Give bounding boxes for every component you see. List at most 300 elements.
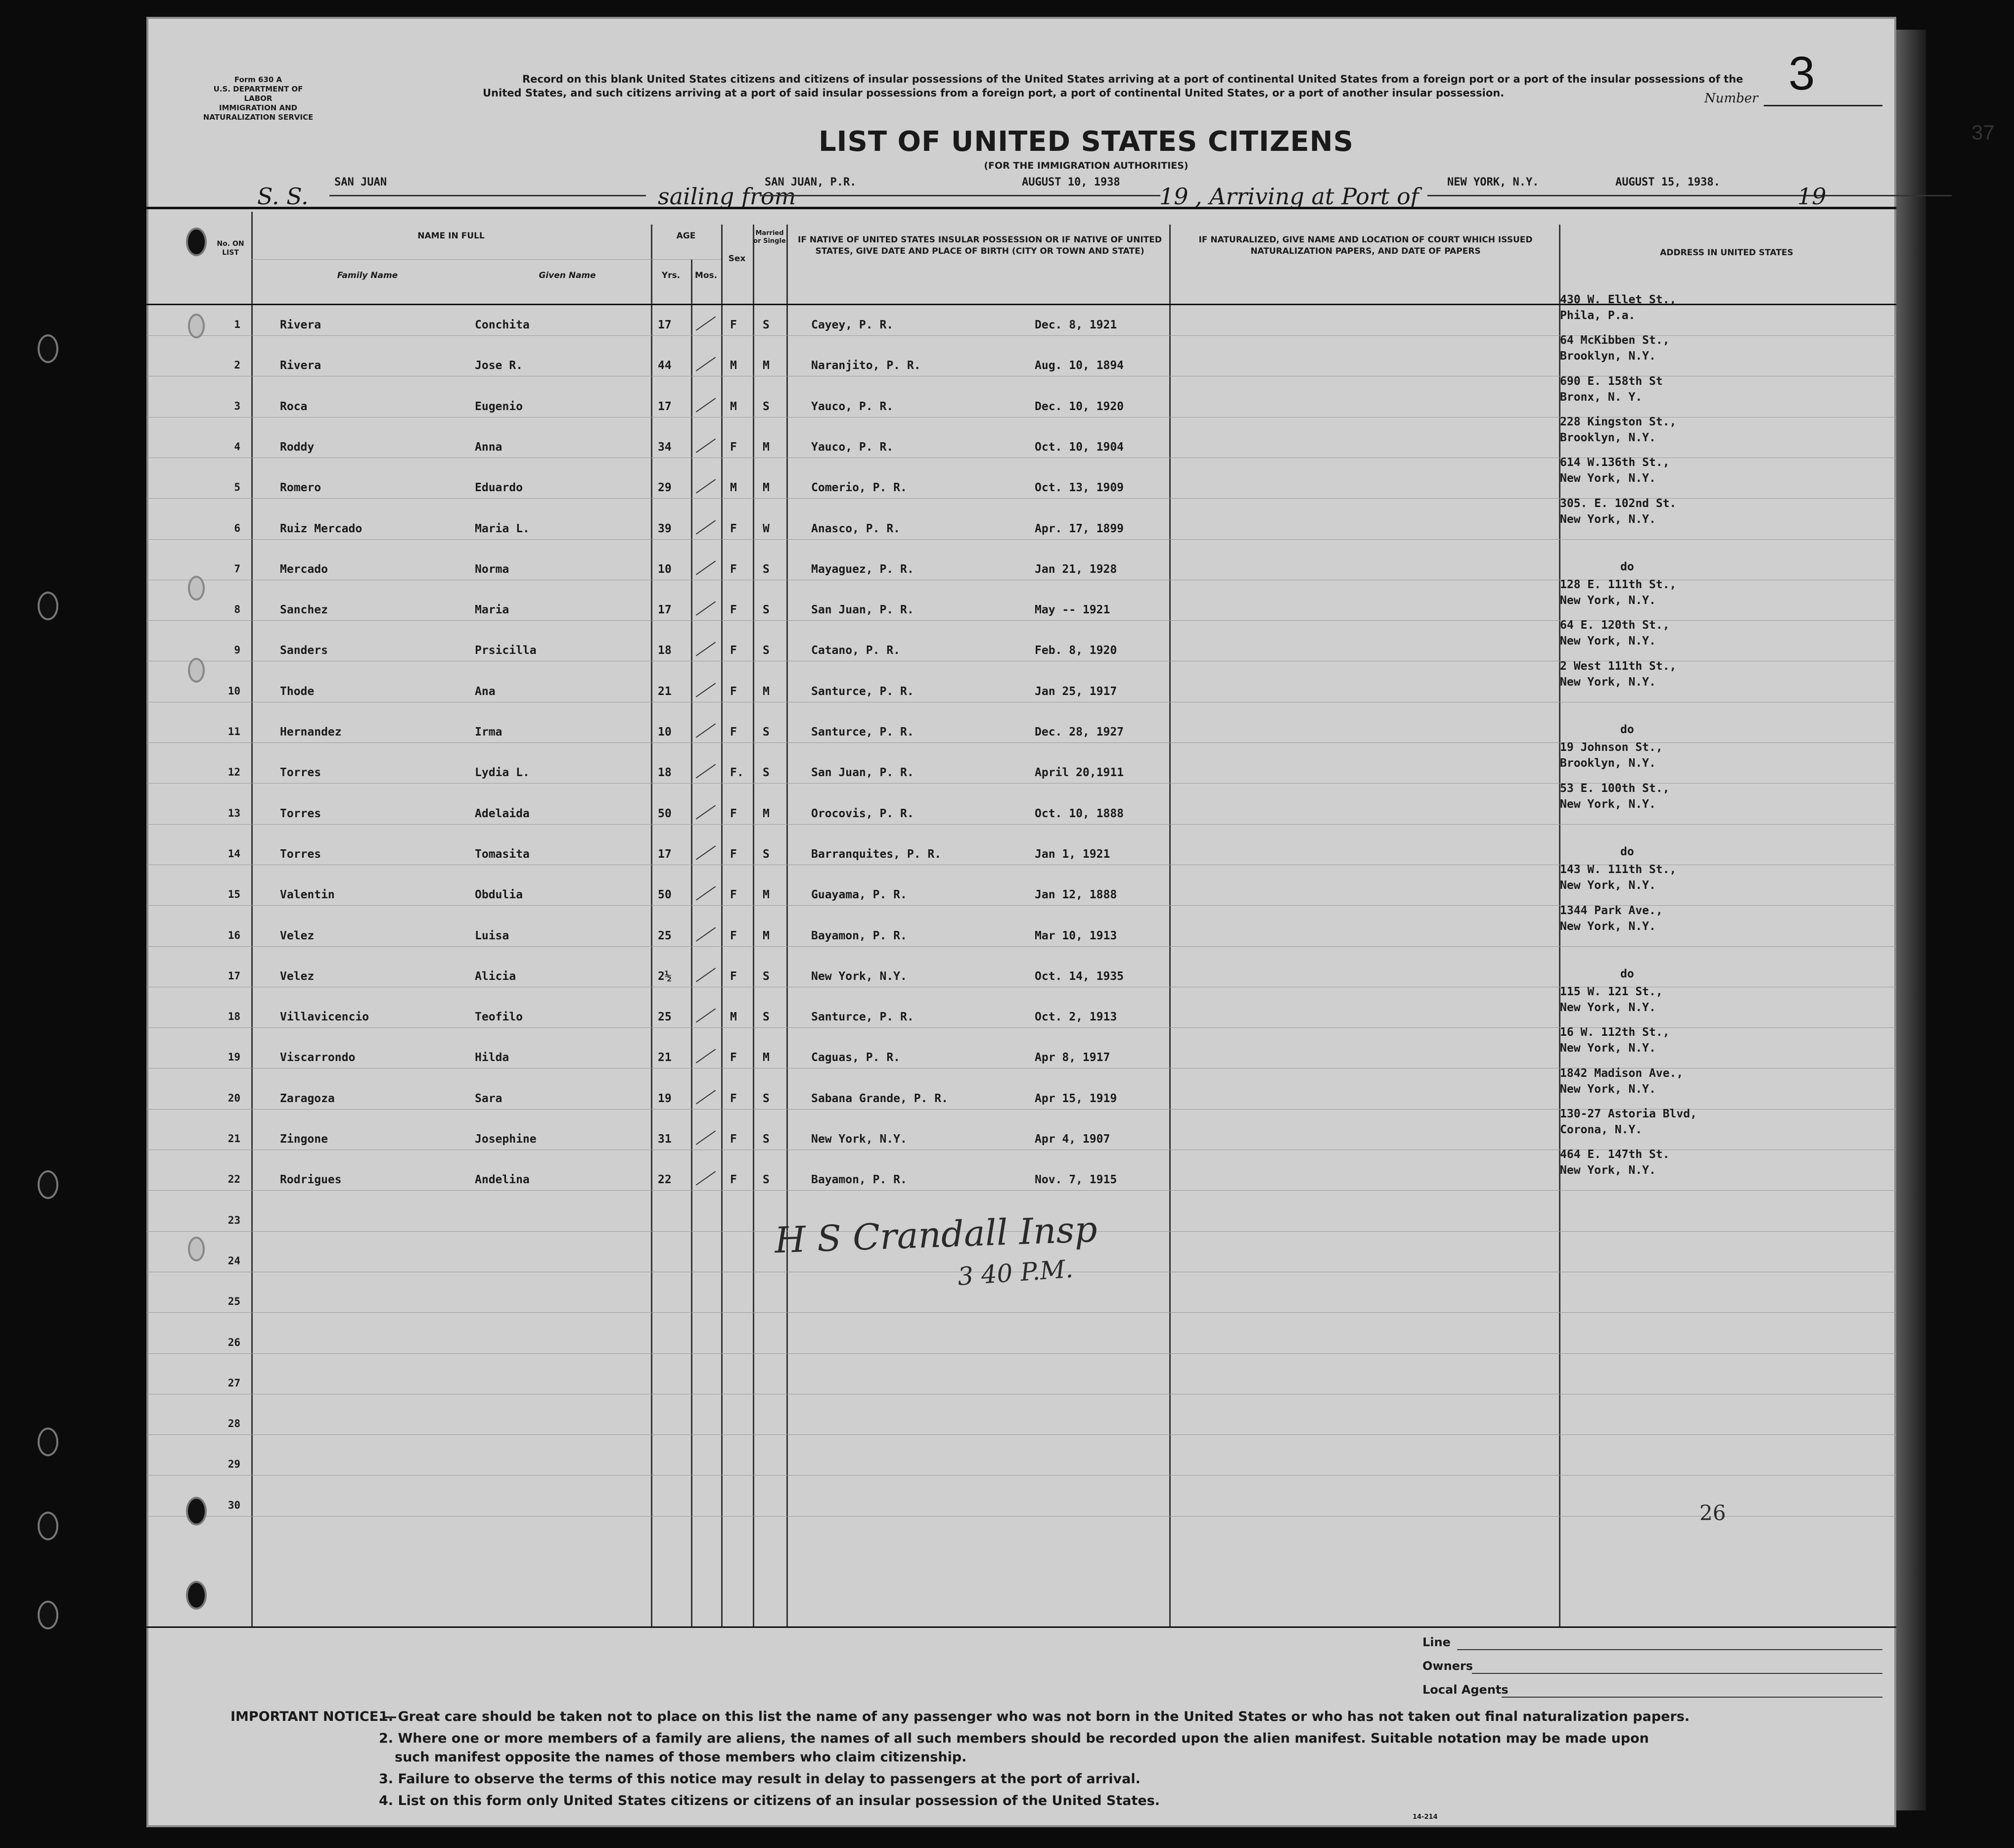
- header-top-rule: [146, 207, 1896, 209]
- header-given: Given Name: [539, 271, 596, 280]
- address: [1560, 414, 1676, 446]
- birth-place: Mayaguez, P. R.: [811, 562, 914, 576]
- line-number: 21: [228, 1133, 240, 1145]
- months-dash-mark: [696, 764, 716, 779]
- age-years: 10: [658, 562, 672, 576]
- given-name: Maria L.: [475, 522, 530, 535]
- marital-status: S: [763, 644, 770, 657]
- given-name: Tomasita: [475, 847, 530, 861]
- birth-date: Apr 8, 1917: [1035, 1051, 1110, 1064]
- age-years: 50: [658, 807, 672, 820]
- age-years: 17: [658, 847, 672, 861]
- address-line-2: Brooklyn, N.Y.: [1560, 350, 1656, 363]
- owners-label: Owners: [1422, 1659, 1473, 1673]
- address-line-2: New York, N.Y.: [1560, 797, 1656, 811]
- family-name: Rivera: [280, 359, 321, 372]
- list-number-value: 3: [1788, 47, 1815, 100]
- given-name: Josephine: [475, 1133, 537, 1146]
- binder-hole: [188, 1237, 205, 1261]
- line-number: 4: [234, 440, 240, 453]
- list-number-label: Number: [1704, 91, 1758, 106]
- age-years: 44: [658, 359, 672, 372]
- owners-underline: [1472, 1673, 1882, 1674]
- months-dash-mark: [696, 316, 716, 330]
- months-dash-mark: [696, 1049, 716, 1063]
- birth-date: May -- 1921: [1035, 603, 1110, 617]
- line-number: 24: [228, 1254, 240, 1267]
- sailing-label: sailing from: [658, 183, 796, 210]
- address-line-2: Brooklyn, N.Y.: [1560, 431, 1656, 444]
- sex: F: [730, 319, 737, 331]
- table-row-rule: [146, 824, 1896, 825]
- months-dash-mark: [696, 560, 716, 575]
- birth-date: Nov. 7, 1915: [1035, 1173, 1117, 1187]
- marital-status: M: [763, 888, 770, 902]
- page-edge-shadow: [1896, 30, 1926, 1810]
- header-age: AGE: [676, 231, 696, 241]
- marital-status: S: [763, 1011, 770, 1024]
- line-underline: [1457, 1649, 1882, 1650]
- address-line-1: do: [1620, 560, 1634, 573]
- departure-date: AUGUST 10, 1938: [1022, 176, 1120, 188]
- table-row-rule: [146, 1434, 1896, 1435]
- sex: F: [730, 644, 737, 657]
- sex: F: [730, 1173, 737, 1187]
- header-naturalized: IF NATURALIZED, GIVE NAME AND LOCATION OF COURT WHICH ISSUED NATURALIZATION PAPERS, AND DATE OF PAPERS: [1198, 235, 1533, 256]
- col-divider: [251, 212, 253, 1626]
- notice-item-2-continued: such manifest opposite the names of those members who claim citizenship.: [395, 1750, 967, 1765]
- birth-date: Oct. 14, 1935: [1035, 970, 1124, 983]
- address-line-2: Corona, N.Y.: [1560, 1123, 1643, 1136]
- given-name: Luisa: [475, 929, 509, 942]
- address-line-1: 130-27 Astoria Blvd,: [1560, 1108, 1697, 1120]
- given-name: Prsicilla: [475, 644, 537, 657]
- age-years: 50: [658, 888, 672, 902]
- address-line-2: New York, N.Y.: [1560, 879, 1656, 892]
- address-line-2: Bronx, N. Y.: [1560, 390, 1643, 404]
- address: [1560, 292, 1676, 323]
- header-address: ADDRESS IN UNITED STATES: [1660, 248, 1793, 258]
- marital-status: S: [763, 319, 770, 331]
- birth-place: Anasco, P. R.: [811, 522, 901, 535]
- marital-status: S: [763, 1133, 770, 1146]
- family-name: Velez: [280, 929, 315, 942]
- address-line-1: do: [1620, 723, 1634, 736]
- months-dash-mark: [696, 886, 716, 901]
- months-dash-mark: [696, 805, 716, 819]
- ship-name: SAN JUAN: [334, 176, 387, 188]
- age-years: 29: [658, 481, 672, 495]
- months-dash-mark: [696, 398, 716, 412]
- birth-date: Jan 12, 1888: [1035, 888, 1117, 902]
- marital-status: S: [763, 847, 770, 861]
- given-name: Sara: [475, 1092, 503, 1105]
- address-line-1: 1842 Madison Ave.,: [1560, 1066, 1684, 1080]
- family-name: Torres: [280, 766, 321, 780]
- family-name: Thode: [280, 685, 315, 698]
- table-row-rule: [146, 1190, 1896, 1191]
- marital-status: M: [763, 1051, 770, 1064]
- address-line-2: New York, N.Y.: [1560, 472, 1656, 485]
- address: [1560, 658, 1676, 690]
- form-service-1: IMMIGRATION AND: [219, 103, 298, 112]
- age-years: 21: [658, 685, 672, 698]
- family-name: Zingone: [280, 1133, 328, 1146]
- print-code: 14-214: [1413, 1813, 1438, 1821]
- birth-date: Oct. 10, 1888: [1035, 807, 1124, 820]
- binder-hole: [188, 230, 205, 254]
- months-dash-mark: [696, 1171, 716, 1186]
- family-name: Rivera: [280, 319, 321, 331]
- birth-date: Mar 10, 1913: [1035, 929, 1117, 942]
- months-dash-mark: [696, 1009, 716, 1023]
- page-count-mark: 26: [1699, 1501, 1726, 1525]
- given-name: Eduardo: [475, 481, 523, 495]
- address-line-1: 53 E. 100th St.,: [1560, 782, 1670, 795]
- line-number: 29: [228, 1458, 240, 1471]
- address-line-1: 614 W.136th St.,: [1560, 456, 1670, 469]
- family-name: Rodrigues: [280, 1173, 342, 1187]
- address-line-2: New York, N.Y.: [1560, 1082, 1656, 1096]
- address-line-2: New York, N.Y.: [1560, 920, 1656, 933]
- line-number: 12: [228, 766, 240, 779]
- address: [1560, 332, 1670, 364]
- address-line-2: New York, N.Y.: [1560, 1164, 1656, 1177]
- family-name: Zaragoza: [280, 1092, 335, 1105]
- family-name: Villavicencio: [280, 1011, 369, 1024]
- sex: M: [730, 359, 737, 372]
- margin-number: 37: [1971, 121, 1995, 144]
- marital-status: M: [763, 440, 770, 454]
- marital-status: M: [763, 685, 770, 698]
- address-line-1: 2 West 111th St.,: [1560, 659, 1677, 673]
- given-name: Jose R.: [475, 359, 523, 372]
- line-number: 19: [228, 1051, 240, 1063]
- address: [1560, 1065, 1683, 1097]
- form-service-2: NATURALIZATION SERVICE: [203, 113, 314, 122]
- birth-place: Bayamon, P. R.: [811, 1173, 907, 1187]
- family-name: Sanchez: [280, 603, 328, 617]
- line-label: Line: [1422, 1635, 1451, 1649]
- address: [1560, 739, 1663, 771]
- age-years: 2½: [658, 970, 672, 983]
- marital-status: S: [763, 970, 770, 983]
- line-number: 22: [228, 1173, 240, 1186]
- birth-place: New York, N.Y.: [811, 970, 907, 983]
- binder-hole: [40, 1172, 56, 1197]
- age-years: 10: [658, 726, 672, 739]
- age-years: 18: [658, 766, 672, 780]
- family-name: Torres: [280, 847, 321, 861]
- col-divider: [691, 259, 692, 1626]
- line-number: 14: [228, 847, 240, 860]
- line-number: 5: [234, 481, 240, 494]
- line-number: 30: [228, 1499, 240, 1511]
- line-number: 28: [228, 1418, 240, 1430]
- birth-place: Yauco, P. R.: [811, 440, 894, 454]
- table-bottom-rule: [146, 1626, 1896, 1628]
- address-line-2: New York, N.Y.: [1560, 675, 1656, 689]
- birth-date: Dec. 10, 1920: [1035, 400, 1124, 413]
- header-name: NAME IN FULL: [417, 231, 485, 241]
- given-name: Norma: [475, 562, 509, 576]
- binder-hole: [40, 594, 56, 618]
- age-years: 18: [658, 644, 672, 657]
- manifest-page: [146, 17, 1995, 1827]
- table-row-rule: [146, 1516, 1896, 1517]
- line-number: 7: [234, 562, 240, 575]
- birth-place: San Juan, P. R.: [811, 603, 914, 617]
- given-name: Irma: [475, 726, 503, 739]
- birth-date: Feb. 8, 1920: [1035, 644, 1117, 657]
- binder-hole: [188, 314, 205, 338]
- address-line-1: 690 E. 158th St: [1560, 374, 1663, 388]
- sex: F: [730, 522, 737, 535]
- address: [1560, 984, 1663, 1016]
- col-divider: [1169, 225, 1171, 1626]
- col-divider: [721, 225, 723, 1626]
- line-number: 2: [234, 359, 240, 371]
- address-line-1: 115 W. 121 St.,: [1560, 985, 1663, 999]
- birth-date: Jan 21, 1928: [1035, 562, 1117, 576]
- given-name: Maria: [475, 603, 509, 617]
- months-dash-mark: [696, 479, 716, 494]
- family-name: Viscarrondo: [280, 1051, 356, 1064]
- address-line-2: New York, N.Y.: [1560, 594, 1656, 607]
- address-line-1: 64 E. 120th St.,: [1560, 619, 1670, 632]
- address-line-1: do: [1620, 967, 1634, 980]
- given-name: Obdulia: [475, 888, 523, 902]
- months-dash-mark: [696, 601, 716, 616]
- notice-item-3: 3. Failure to observe the terms of this notice may result in delay to passengers at the port of arrival.: [379, 1771, 1141, 1787]
- line-number: 26: [228, 1336, 240, 1348]
- address: [1620, 559, 1634, 575]
- sex: F: [730, 1051, 737, 1064]
- line-number: 3: [234, 400, 240, 412]
- line-number: 11: [228, 726, 240, 738]
- sex: F: [730, 929, 737, 942]
- binder-hole: [40, 1430, 56, 1454]
- marital-status: S: [763, 766, 770, 780]
- birth-date: Jan 25, 1917: [1035, 685, 1117, 698]
- given-name: Andelina: [475, 1173, 530, 1187]
- address: [1560, 577, 1676, 608]
- family-name: Romero: [280, 481, 321, 495]
- given-name: Anna: [475, 440, 503, 454]
- months-dash-mark: [696, 438, 716, 453]
- birth-date: Dec. 28, 1927: [1035, 726, 1124, 739]
- given-name: Ana: [475, 685, 496, 698]
- table-row-rule: [146, 1475, 1896, 1476]
- address-line-1: 64 McKibben St.,: [1560, 334, 1670, 347]
- local-agents-underline: [1502, 1697, 1882, 1698]
- address: [1620, 966, 1634, 982]
- birth-place: Yauco, P. R.: [811, 400, 894, 413]
- birth-date: Oct. 13, 1909: [1035, 481, 1124, 495]
- sex: M: [730, 481, 737, 495]
- given-name: Teofilo: [475, 1011, 523, 1024]
- given-name: Conchita: [475, 319, 530, 331]
- birth-place: Catano, P. R.: [811, 644, 901, 657]
- line-number: 18: [228, 1011, 240, 1023]
- marital-status: M: [763, 359, 770, 372]
- birth-date: Jan 1, 1921: [1035, 847, 1110, 861]
- family-name: Ruiz Mercado: [280, 522, 363, 535]
- form-number: Form 630 A: [234, 75, 282, 84]
- notice-heading: IMPORTANT NOTICE.—: [230, 1709, 397, 1724]
- family-name: Mercado: [280, 562, 328, 576]
- birth-place: Bayamon, P. R.: [811, 929, 907, 942]
- birth-place: Santurce, P. R.: [811, 1011, 914, 1024]
- address-line-1: 16 W. 112th St.,: [1560, 1026, 1670, 1039]
- binder-hole: [188, 658, 205, 683]
- address-line-2: New York, N.Y.: [1560, 1001, 1656, 1015]
- birth-date: Dec. 8, 1921: [1035, 319, 1117, 331]
- months-dash-mark: [696, 845, 716, 860]
- birth-date: Aug. 10, 1894: [1035, 359, 1124, 372]
- intro-text: Record on this blank United States citizens and citizens of insular possessions of the United States arriving at a port of continental United States from a foreign port or a port of the insular possessions of the United States, and such citizens arriving at a port of said insular possessions from a foreign port, a port of continental United States, or a port of another insular possession.: [483, 73, 1743, 99]
- address-line-1: 305. E. 102nd St.: [1560, 497, 1677, 510]
- address-line-1: 143 W. 111th St.,: [1560, 863, 1677, 877]
- page-subtitle: (FOR THE IMMIGRATION AUTHORITIES): [984, 160, 1189, 171]
- header-mos: Mos.: [694, 271, 718, 280]
- age-years: 17: [658, 603, 672, 617]
- sex: F: [730, 807, 737, 820]
- sex: F: [730, 562, 737, 576]
- header-sex: Sex: [728, 254, 746, 264]
- year-1: 19: [1159, 183, 1189, 210]
- given-name: Hilda: [475, 1051, 509, 1064]
- col-divider: [651, 225, 652, 1626]
- given-name: Eugenio: [475, 400, 523, 413]
- notice-item-1: 1. Great care should be taken not to place on this list the name of any passenger who was not born in the United States or who has not taken out final naturalization papers.: [379, 1709, 1690, 1724]
- table-row-rule: [146, 946, 1896, 947]
- page-title: LIST OF UNITED STATES CITIZENS: [819, 126, 1354, 158]
- sex: F.: [730, 766, 744, 780]
- line-number: 6: [234, 522, 240, 534]
- table-row-rule: [146, 1312, 1896, 1313]
- age-years: 19: [658, 1092, 672, 1105]
- address: [1560, 781, 1670, 812]
- address: [1560, 862, 1676, 893]
- table-row-rule: [146, 539, 1896, 540]
- arrival-date: AUGUST 15, 1938.: [1615, 176, 1720, 188]
- months-dash-mark: [696, 968, 716, 982]
- address: [1560, 455, 1670, 486]
- given-name: Alicia: [475, 970, 516, 983]
- birth-place: Guayama, P. R.: [811, 888, 907, 902]
- months-dash-mark: [696, 357, 716, 371]
- sex: F: [730, 440, 737, 454]
- notice-item-2: 2. Where one or more members of a family are aliens, the names of all such members should be recorded upon the alien manifest. Suitable notation may be made upon: [379, 1731, 1649, 1746]
- address-line-1: 464 E. 147th St.: [1560, 1148, 1670, 1161]
- marital-status: S: [763, 1092, 770, 1105]
- marital-status: S: [763, 562, 770, 576]
- birth-place: Santurce, P. R.: [811, 726, 914, 739]
- family-name: Roddy: [280, 440, 315, 454]
- line-number: 15: [228, 888, 240, 901]
- marital-status: S: [763, 603, 770, 617]
- ship-underline: [329, 195, 646, 196]
- ss-label: S. S.: [257, 183, 309, 210]
- sex: M: [730, 1011, 737, 1024]
- family-name: Hernandez: [280, 726, 342, 739]
- arrival-port: NEW YORK, N.Y.: [1447, 176, 1539, 188]
- binder-hole: [40, 1514, 56, 1538]
- family-name: Velez: [280, 970, 315, 983]
- age-years: 22: [658, 1173, 672, 1187]
- address: [1560, 373, 1663, 405]
- age-years: 17: [658, 319, 672, 331]
- line-number: 13: [228, 807, 240, 819]
- address: [1560, 1147, 1670, 1178]
- birth-place: Cayey, P. R.: [811, 319, 894, 331]
- address: [1560, 617, 1670, 649]
- sex: F: [730, 685, 737, 698]
- address-line-2: Brooklyn, N.Y.: [1560, 757, 1656, 770]
- year-2: 19: [1797, 183, 1827, 210]
- months-dash-mark: [696, 1090, 716, 1104]
- address-line-2: Phila, P.a.: [1560, 309, 1636, 322]
- binder-hole: [188, 576, 205, 601]
- birth-place: Caguas, P. R.: [811, 1051, 901, 1064]
- birth-date: Apr 4, 1907: [1035, 1133, 1110, 1146]
- sex: F: [730, 970, 737, 983]
- line-number: 9: [234, 644, 240, 656]
- birth-place: Barranquites, P. R.: [811, 847, 942, 861]
- sex: F: [730, 1133, 737, 1146]
- line-number: 1: [234, 319, 240, 330]
- age-years: 31: [658, 1133, 672, 1146]
- birth-date: Apr 15, 1919: [1035, 1092, 1117, 1105]
- months-dash-mark: [696, 723, 716, 738]
- address: [1560, 496, 1676, 527]
- birth-date: Oct. 2, 1913: [1035, 1011, 1117, 1024]
- birth-date: Apr. 17, 1899: [1035, 522, 1124, 535]
- birth-place: Comerio, P. R.: [811, 481, 907, 495]
- months-dash-mark: [696, 642, 716, 656]
- year-2-underline: [1828, 195, 1887, 196]
- header-birth: IF NATIVE OF UNITED STATES INSULAR POSSESSION OR IF NATIVE OF UNITED STATES, GIVE DATE AND PLACE OF BIRTH (CITY OR TOWN AND STATE): [798, 235, 1162, 256]
- family-name: Roca: [280, 400, 308, 413]
- age-years: 25: [658, 1011, 672, 1024]
- address-line-1: 128 E. 111th St.,: [1560, 578, 1677, 592]
- birth-place: Sabana Grande, P. R.: [811, 1092, 948, 1105]
- notice-item-4: 4. List on this form only United States citizens or citizens of an insular possession of the United States.: [379, 1793, 1160, 1808]
- family-name: Valentin: [280, 888, 335, 902]
- months-dash-mark: [696, 927, 716, 941]
- departure-underline: [760, 195, 1160, 196]
- line-number: 8: [234, 603, 240, 616]
- marital-status: M: [763, 807, 770, 820]
- marital-status: W: [763, 522, 770, 535]
- header-no: No. ON LIST: [217, 240, 244, 257]
- table-row-rule: [146, 1353, 1896, 1354]
- address-line-1: 430 W. Ellet St.,: [1560, 293, 1677, 306]
- marital-status: M: [763, 929, 770, 942]
- marital-status: S: [763, 400, 770, 413]
- sex: F: [730, 847, 737, 861]
- subheader-rule: [251, 259, 721, 260]
- family-name: Torres: [280, 807, 321, 820]
- departure-port: SAN JUAN, P.R.: [765, 176, 857, 188]
- birth-place: Santurce, P. R.: [811, 685, 914, 698]
- address: [1560, 1024, 1670, 1056]
- birth-place: San Juan, P. R.: [811, 766, 914, 780]
- marital-status: S: [763, 726, 770, 739]
- line-number: 23: [228, 1214, 240, 1226]
- sex: F: [730, 603, 737, 617]
